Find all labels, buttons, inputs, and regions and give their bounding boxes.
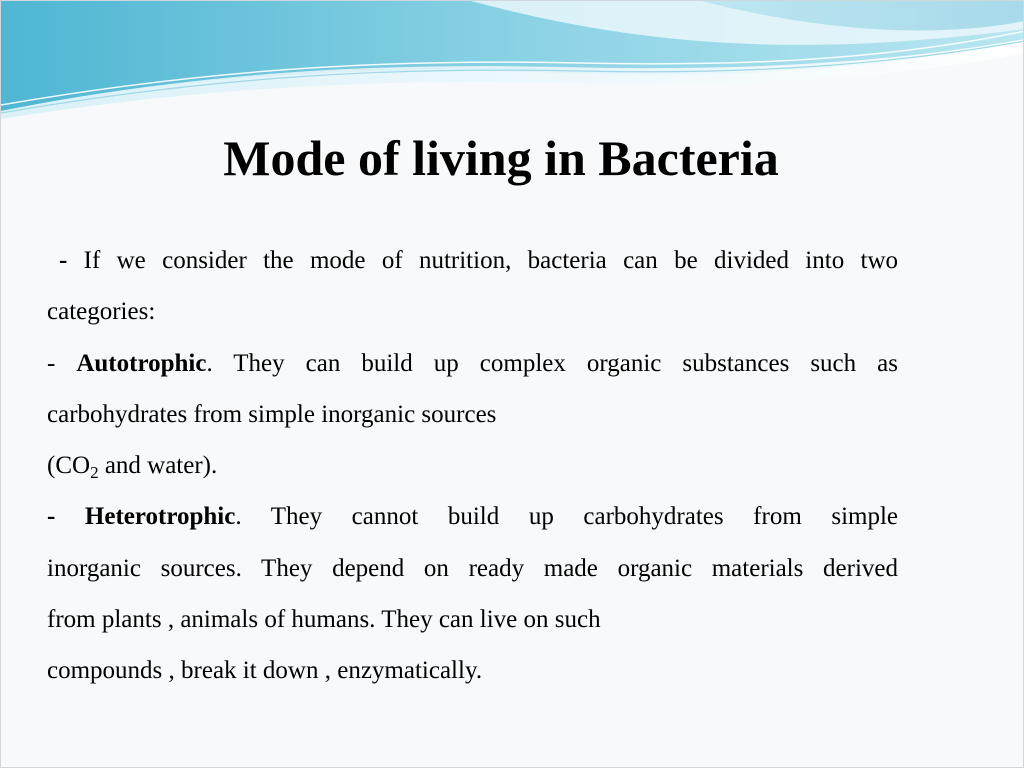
bullet-dash: -	[47, 503, 85, 531]
intro-line-2: categories:	[47, 298, 156, 326]
co2-subscript: 2	[90, 463, 99, 483]
heterotrophic-line-3: from plants , animals of humans. They can live on such	[47, 606, 601, 634]
heterotrophic-text: . They cannot build up carbohydrates from simple	[235, 503, 898, 531]
slide-title: Mode of living in Bacteria	[223, 130, 779, 186]
heterotrophic-line-4: compounds , break it down , enzymatically.	[47, 657, 483, 685]
heterotrophic-line-1	[47, 491, 898, 542]
bullet-dash: -	[59, 247, 84, 274]
heterotrophic-term: Heterotrophic	[84, 503, 236, 531]
intro-text: If we consider the mode of nutrition, bacteria can be divided into two	[83, 247, 899, 274]
slide-body	[47, 235, 898, 697]
header-wave-decoration	[1, 1, 1024, 131]
autotrophic-line-3	[47, 440, 898, 491]
co2-close: and water).	[98, 452, 218, 480]
bullet-dash: -	[47, 349, 77, 377]
co2-open: (CO	[47, 452, 91, 480]
heterotrophic-line-2: inorganic sources. They depend on ready made organic materials derived	[47, 554, 898, 582]
autotrophic-line-1	[47, 338, 898, 389]
intro-line-1	[47, 235, 898, 286]
autotrophic-term: Autotrophic	[76, 349, 207, 377]
autotrophic-text: . They can build up complex organic substances such as	[206, 349, 898, 377]
autotrophic-line-2: carbohydrates from simple inorganic sources	[47, 400, 497, 428]
